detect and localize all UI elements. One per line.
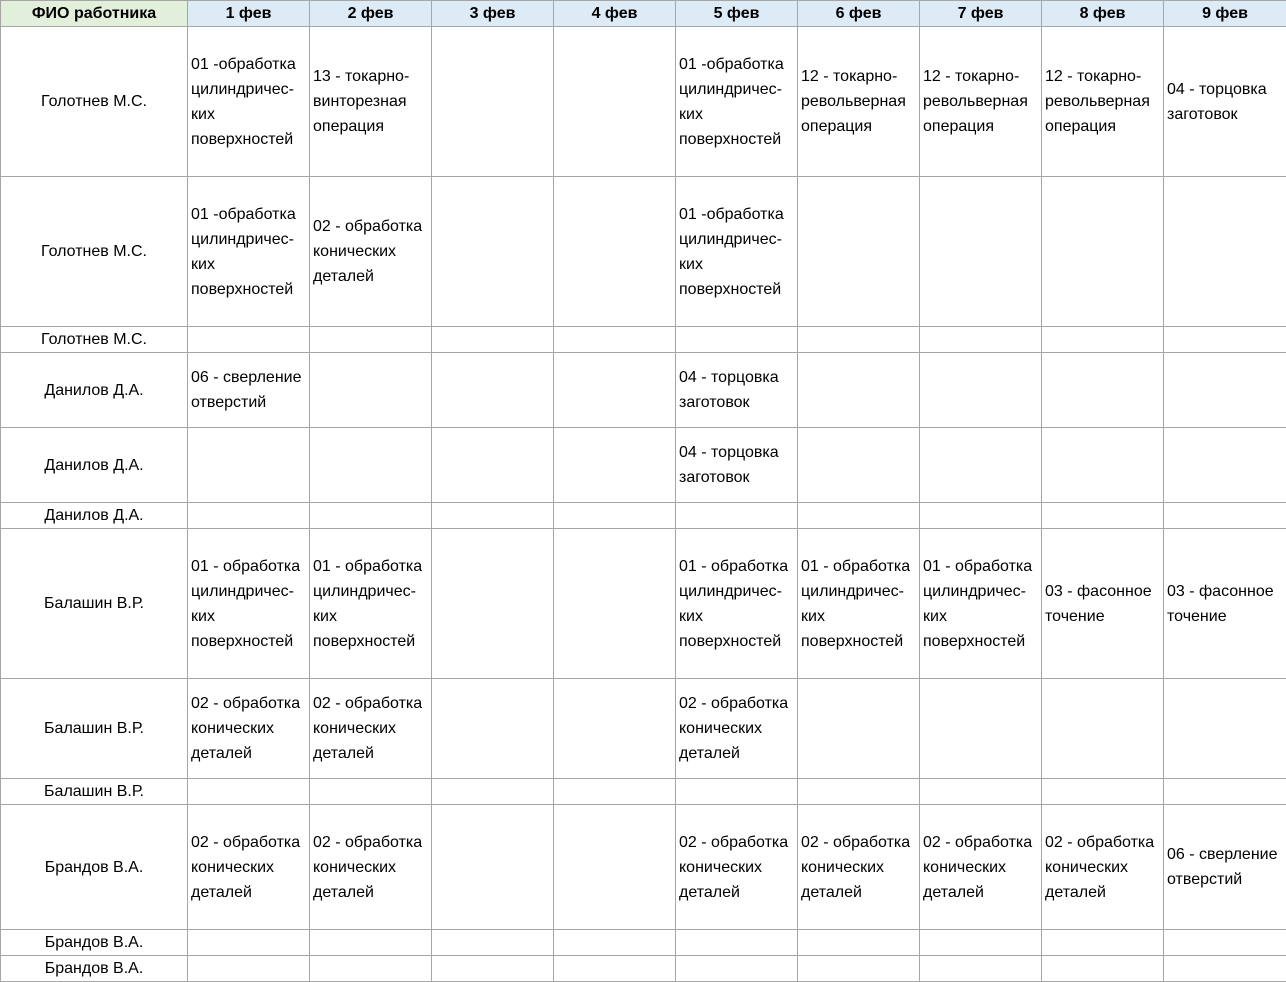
schedule-body xyxy=(1,27,1286,982)
table-row xyxy=(1,805,1286,930)
operation-cell[interactable]: 01 -обработка цилиндрических поверхностей xyxy=(676,177,798,327)
operation-cell[interactable] xyxy=(1164,503,1286,529)
operation-cell[interactable] xyxy=(432,428,554,503)
operation-cell[interactable] xyxy=(188,428,310,503)
employee-name-cell[interactable]: Балашин В.Р. xyxy=(1,779,188,805)
operation-cell[interactable]: 02 - обработка конических деталей xyxy=(920,805,1042,930)
employee-name-cell[interactable]: Брандов В.А. xyxy=(1,956,188,982)
operation-cell[interactable] xyxy=(920,327,1042,353)
table-row xyxy=(1,529,1286,679)
operation-cell[interactable] xyxy=(310,956,432,982)
operation-cell[interactable] xyxy=(798,327,920,353)
operation-cell[interactable] xyxy=(310,779,432,805)
operation-cell[interactable] xyxy=(1164,327,1286,353)
operation-cell[interactable] xyxy=(554,327,676,353)
operation-cell[interactable] xyxy=(920,503,1042,529)
operation-cell[interactable] xyxy=(188,956,310,982)
table-row xyxy=(1,428,1286,503)
table-row xyxy=(1,503,1286,529)
operation-cell[interactable] xyxy=(432,353,554,428)
operation-cell[interactable] xyxy=(1042,779,1164,805)
operation-cell[interactable] xyxy=(798,679,920,779)
operation-cell[interactable] xyxy=(920,956,1042,982)
employee-name-cell[interactable]: Брандов В.А. xyxy=(1,805,188,930)
operation-cell[interactable] xyxy=(798,503,920,529)
operation-cell[interactable] xyxy=(554,428,676,503)
operation-cell[interactable]: 02 - обработка конических деталей xyxy=(1042,805,1164,930)
operation-cell[interactable]: 02 - обработка конических деталей xyxy=(188,679,310,779)
operation-cell[interactable] xyxy=(432,529,554,679)
operation-cell[interactable]: 02 - обработка конических деталей xyxy=(676,805,798,930)
operation-cell[interactable] xyxy=(920,177,1042,327)
operation-cell[interactable] xyxy=(554,956,676,982)
operation-cell[interactable]: 02 - обработка конических деталей xyxy=(310,177,432,327)
operation-cell[interactable]: 02 - обработка конических деталей xyxy=(188,805,310,930)
operation-cell[interactable] xyxy=(1042,679,1164,779)
operation-cell[interactable] xyxy=(432,327,554,353)
operation-cell[interactable] xyxy=(1042,503,1164,529)
date-header[interactable]: 1 фев xyxy=(188,1,310,27)
operation-cell[interactable] xyxy=(432,503,554,529)
employee-name-cell[interactable]: Балашин В.Р. xyxy=(1,529,188,679)
operation-cell[interactable]: 02 - обработка конических деталей xyxy=(310,679,432,779)
employee-name-header[interactable]: ФИО работника xyxy=(1,1,188,27)
operation-cell[interactable]: 04 - торцовка заготовок xyxy=(676,428,798,503)
date-header[interactable]: 2 фев xyxy=(310,1,432,27)
operation-cell[interactable] xyxy=(920,679,1042,779)
operation-cell[interactable]: 01 - обработка цилиндрических поверхностей xyxy=(310,529,432,679)
table-row xyxy=(1,177,1286,327)
operation-cell[interactable] xyxy=(432,956,554,982)
employee-name-cell[interactable]: Голотнев М.С. xyxy=(1,327,188,353)
operation-cell[interactable]: 04 - торцовка заготовок xyxy=(1164,27,1286,177)
operation-cell[interactable] xyxy=(310,327,432,353)
employee-name-cell[interactable]: Балашин В.Р. xyxy=(1,679,188,779)
operation-cell[interactable]: 13 - токарно-винторезная операция xyxy=(310,27,432,177)
operation-cell[interactable] xyxy=(188,503,310,529)
operation-cell[interactable]: 06 - сверление отверстий xyxy=(1164,805,1286,930)
employee-name-cell[interactable]: Данилов Д.А. xyxy=(1,428,188,503)
operation-cell[interactable] xyxy=(1164,779,1286,805)
operation-cell[interactable] xyxy=(432,805,554,930)
operation-cell[interactable] xyxy=(1042,353,1164,428)
table-row xyxy=(1,327,1286,353)
operation-cell[interactable] xyxy=(310,353,432,428)
date-header[interactable]: 8 фев xyxy=(1042,1,1164,27)
operation-cell[interactable]: 01 - обработка цилиндрических поверхностей xyxy=(188,529,310,679)
employee-name-cell[interactable]: Брандов В.А. xyxy=(1,930,188,956)
operation-cell[interactable]: 01 - обработка цилиндрических поверхностей xyxy=(676,529,798,679)
date-header[interactable]: 4 фев xyxy=(554,1,676,27)
operation-cell[interactable] xyxy=(554,503,676,529)
operation-cell[interactable] xyxy=(1042,177,1164,327)
operation-cell[interactable] xyxy=(798,956,920,982)
table-row xyxy=(1,27,1286,177)
operation-cell[interactable] xyxy=(798,177,920,327)
operation-cell[interactable] xyxy=(798,353,920,428)
operation-cell[interactable] xyxy=(798,779,920,805)
operation-cell[interactable] xyxy=(554,779,676,805)
operation-cell[interactable] xyxy=(1042,956,1164,982)
operation-cell[interactable] xyxy=(1042,327,1164,353)
operation-cell[interactable]: 02 - обработка конических деталей xyxy=(310,805,432,930)
date-header[interactable]: 9 фев xyxy=(1164,1,1286,27)
operation-cell[interactable] xyxy=(1042,428,1164,503)
employee-name-cell[interactable]: Данилов Д.А. xyxy=(1,353,188,428)
operation-cell[interactable] xyxy=(554,679,676,779)
operation-cell[interactable]: 02 - обработка конических деталей xyxy=(676,679,798,779)
operation-cell[interactable]: 03 - фасонное точение xyxy=(1042,529,1164,679)
operation-cell[interactable]: 01 - обработка цилиндрических поверхностей xyxy=(798,529,920,679)
operation-cell[interactable] xyxy=(188,779,310,805)
operation-cell[interactable] xyxy=(920,779,1042,805)
operation-cell[interactable]: 12 - токарно-револьверная операция xyxy=(798,27,920,177)
date-header[interactable]: 6 фев xyxy=(798,1,920,27)
operation-cell[interactable] xyxy=(676,956,798,982)
operation-cell[interactable] xyxy=(1164,679,1286,779)
operation-cell[interactable] xyxy=(554,805,676,930)
table-row xyxy=(1,956,1286,982)
date-header[interactable]: 3 фев xyxy=(432,1,554,27)
operation-cell[interactable] xyxy=(432,779,554,805)
operation-cell[interactable] xyxy=(554,27,676,177)
date-header[interactable]: 7 фев xyxy=(920,1,1042,27)
operation-cell[interactable]: 06 - сверление отверстий xyxy=(188,353,310,428)
operation-cell[interactable] xyxy=(1164,428,1286,503)
operation-cell[interactable] xyxy=(1164,353,1286,428)
header-row xyxy=(1,1,1286,27)
operation-cell[interactable] xyxy=(310,503,432,529)
operation-cell[interactable] xyxy=(432,679,554,779)
operation-cell[interactable]: 12 - токарно-револьверная операция xyxy=(1042,27,1164,177)
operation-cell[interactable] xyxy=(1164,956,1286,982)
operation-cell[interactable] xyxy=(554,529,676,679)
operation-cell[interactable]: 02 - обработка конических деталей xyxy=(798,805,920,930)
operation-cell[interactable]: 01 -обработка цилиндрических поверхностей xyxy=(676,27,798,177)
operation-cell[interactable] xyxy=(920,353,1042,428)
operation-cell[interactable] xyxy=(676,779,798,805)
operation-cell[interactable]: 04 - торцовка заготовок xyxy=(676,353,798,428)
operation-cell[interactable] xyxy=(798,428,920,503)
operation-cell[interactable] xyxy=(920,428,1042,503)
table-row xyxy=(1,353,1286,428)
operation-cell[interactable]: 03 - фасонное точение xyxy=(1164,529,1286,679)
operation-cell[interactable] xyxy=(676,503,798,529)
employee-name-cell[interactable]: Голотнев М.С. xyxy=(1,177,188,327)
operation-cell[interactable] xyxy=(188,327,310,353)
operation-cell[interactable] xyxy=(676,327,798,353)
operation-cell[interactable] xyxy=(1164,177,1286,327)
operation-cell[interactable]: 01 - обработка цилиндрических поверхностей xyxy=(920,529,1042,679)
operation-cell[interactable]: 01 -обработка цилиндрических поверхностей xyxy=(188,27,310,177)
date-header[interactable]: 5 фев xyxy=(676,1,798,27)
operation-cell[interactable] xyxy=(310,428,432,503)
operation-cell[interactable] xyxy=(554,177,676,327)
operation-cell[interactable] xyxy=(432,27,554,177)
operation-cell[interactable]: 12 - токарно-револьверная операция xyxy=(920,27,1042,177)
operation-cell[interactable]: 01 -обработка цилиндрических поверхностей xyxy=(188,177,310,327)
operation-cell[interactable] xyxy=(554,353,676,428)
employee-name-cell[interactable]: Данилов Д.А. xyxy=(1,503,188,529)
table-row xyxy=(1,779,1286,805)
operation-cell[interactable] xyxy=(432,177,554,327)
employee-name-cell[interactable]: Голотнев М.С. xyxy=(1,27,188,177)
table-row xyxy=(1,679,1286,779)
